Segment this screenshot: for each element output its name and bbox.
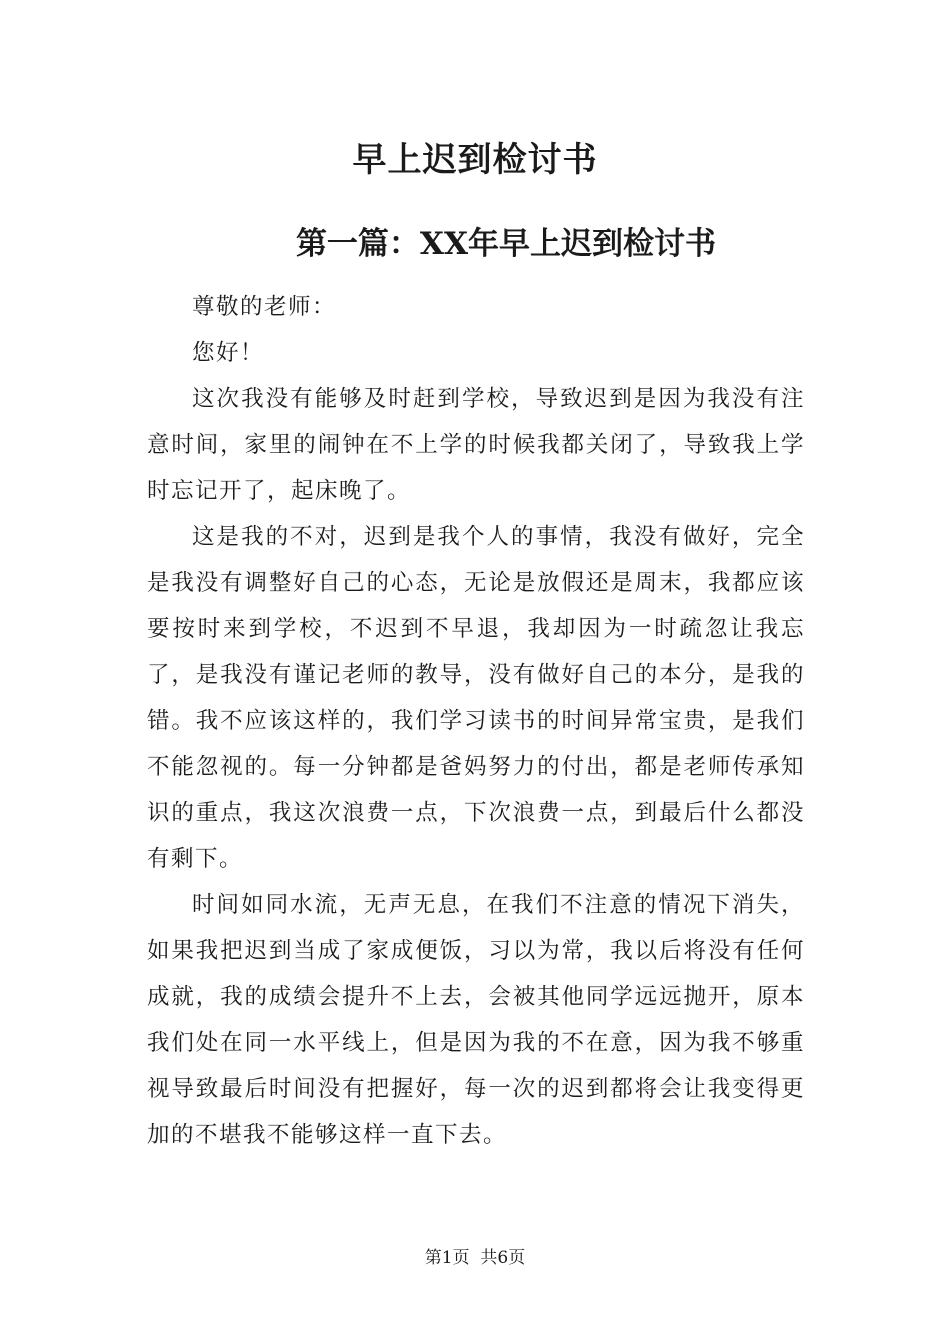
page-number: 第1页 共6页 xyxy=(424,1248,526,1268)
document-title: 早上迟到检讨书 xyxy=(352,140,598,180)
body-paragraph: 这是我的不对，迟到是我个人的事情，我没有做好，完全是我没有调整好自己的心态，无论是放假还是周末，我都应该要按时来到学校，不迟到不早退，我却因为一时疏忽让我忘了，是我没有谨记老师的教导，没有做好自己的本分，是我的错。我不应该这样的，我们学习读书的时间异常宝贵，是我们不能忽视的。每一分钟都是爸妈努力的付出，都是老师传承知识的重点，我这次浪费一点，下次浪费一点，到最后什么都没有剩下。 xyxy=(147,524,805,872)
salutation: 尊敬的老师： xyxy=(192,294,337,320)
body-paragraph: 时间如同水流，无声无息，在我们不注意的情况下消失，如果我把迟到当成了家成便饭，习以为常，我以后将没有任何成就，我的成绩会提升不上去，会被其他同学远远抛开，原本我们处在同一水平线上，但是因为我的不在意，因为我不够重视导致最后时间没有把握好，每一次的迟到都将会让我变得更加的不堪我不能够这样一直下去。 xyxy=(147,892,805,1148)
greeting: 您好！ xyxy=(192,340,265,366)
section-title: 第一篇：XX年早上迟到检讨书 xyxy=(295,226,717,262)
body-paragraph: 这次我没有能够及时赶到学校，导致迟到是因为我没有注意时间，家里的闹钟在不上学的时候我都关闭了，导致我上学时忘记开了，起床晚了。 xyxy=(147,386,805,504)
page-footer xyxy=(0,1243,950,1268)
document-body xyxy=(147,284,805,1158)
